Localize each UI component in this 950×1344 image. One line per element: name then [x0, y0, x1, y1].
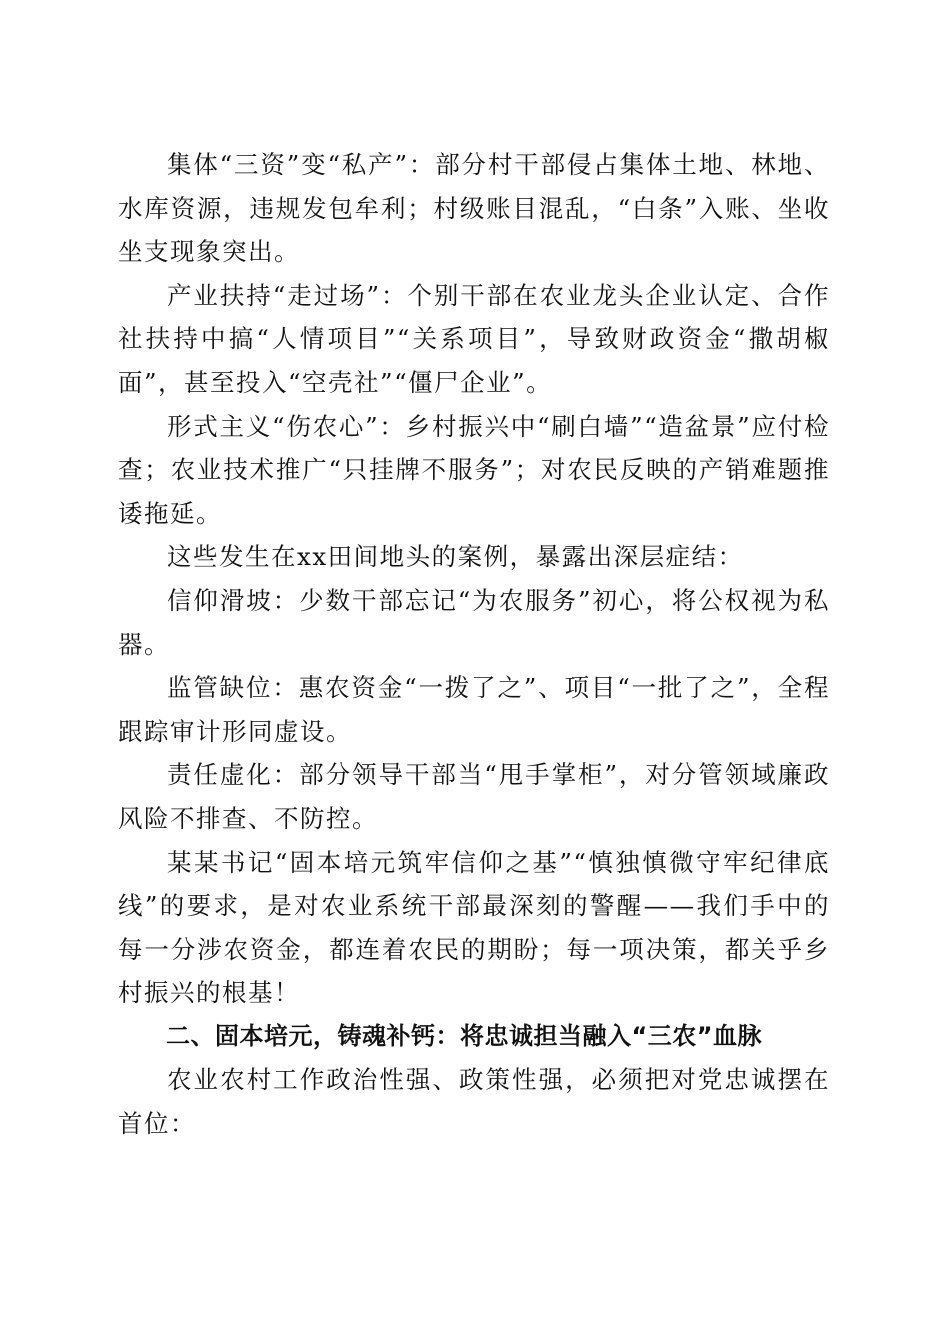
section-heading: 二、固本培元，铸魂补钙：将忠诚担当融入“三农”血脉: [166, 1021, 763, 1050]
paragraph-industry-support: 产业扶持“走过场”：个别干部在农业龙头企业认定、合作社扶持中搞“人情项目”“关系项目”，导致财政资金“撒胡椒面”，甚至投入“空壳社”“僵尸企业”。: [118, 280, 830, 397]
paragraph-belief-decline: 信仰滑坡：少数干部忘记“为农服务”初心，将公权视为私器。: [118, 585, 830, 659]
paragraph-root-causes-intro: 这些发生在xx田间地头的案例，暴露出深层症结：: [167, 542, 744, 572]
document-body: [118, 143, 830, 1146]
paragraph-secretary-requirements: 某某书记“固本培元筑牢信仰之基”“慎独慎微守牢纪律底线”的要求，是对农业系统干部最深刻的警醒——我们手中的每一分涉农资金，都连着农民的期盼；每一项决策，都关乎乡村振兴的根基！: [118, 847, 830, 1008]
paragraph-collective-assets: 集体“三资”变“私产”：部分村干部侵占集体土地、林地、水库资源，违规发包牟利；村级账目混乱，“白条”入账、坐收坐支现象突出。: [118, 150, 830, 267]
paragraph-supervision-gap: 监管缺位：惠农资金“一拨了之”、项目“一批了之”，全程跟踪审计形同虚设。: [118, 673, 830, 746]
paragraph-responsibility-weak: 责任虚化：部分领导干部当“甩手掌柜”，对分管领域廉政风险不排查、不防控。: [118, 760, 830, 833]
paragraph-loyalty-first: 农业农村工作政治性强、政策性强，必须把对党忠诚摆在首位：: [118, 1065, 830, 1139]
paragraph-formalism: 形式主义“伤农心”：乡村振兴中“刷白墙”“造盆景”应付检查；农业技术推广“只挂牌不服务”；对农民反映的产销难题推诿拖延。: [118, 411, 830, 528]
